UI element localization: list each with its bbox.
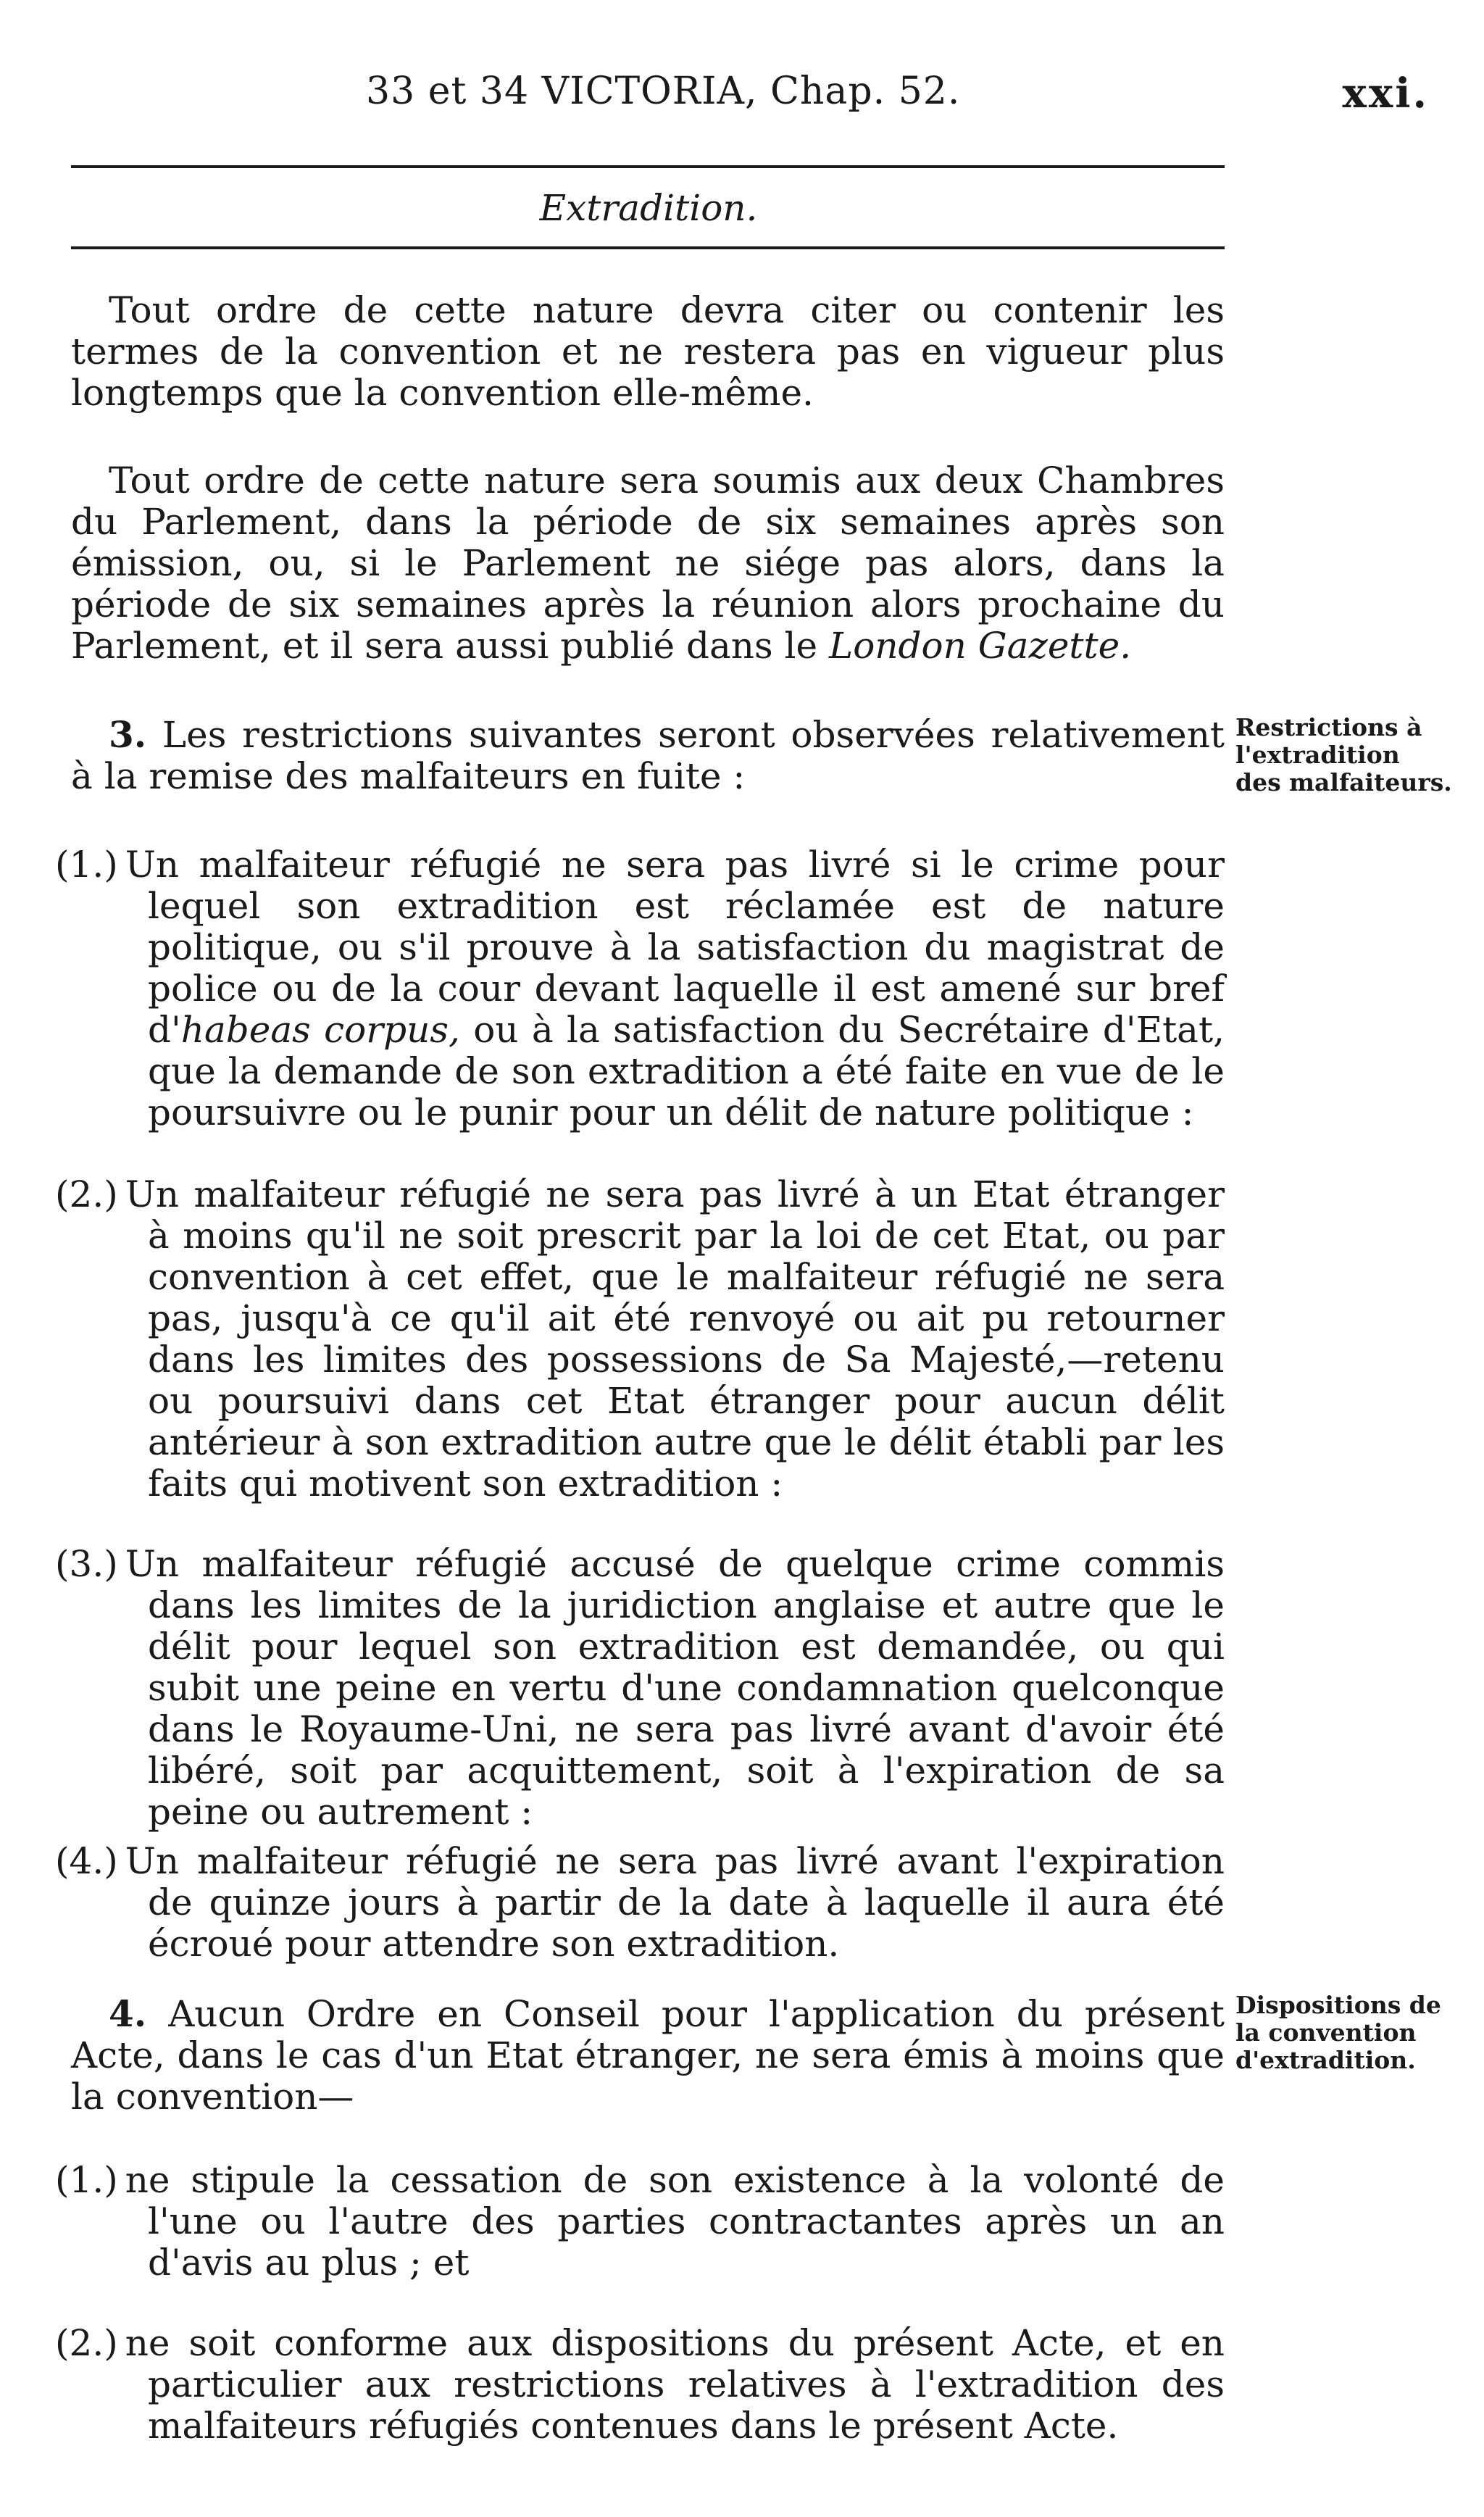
section-3-item-1: [55, 844, 1225, 1133]
item-text: ne soit conforme aux dispositions du présent Acte, et en particulier aux restrictions relatives à l'extradition des malfaiteurs réfugiés contenues dans le présent Acte.: [125, 2322, 1225, 2447]
section-number: 4.: [109, 1992, 147, 2035]
item-label: (1.): [55, 844, 118, 886]
section-title: Extradition.: [539, 187, 758, 229]
item-text: Un malfaiteur réfugié ne sera pas livré à un Etat étranger à moins qu'il ne soit prescrit par la loi de cet Etat, ou par convention à cet effet, que le malfaiteur réfugié ne sera pas, jusqu'à ce qu'il ait été renvoyé ou ait pu retourner dans les limites des possessions de Sa Majesté,—retenu ou poursuivi dans cet Etat étranger pour aucun délit antérieur à son extradition autre que le délit établi par les faits qui motivent son extradition :: [125, 1173, 1225, 1505]
item-label: (2.): [55, 1173, 118, 1215]
section-3-item-3: [55, 1543, 1225, 1833]
section-3-item-2: [55, 1173, 1225, 1505]
margin-note-restrictions: Restrictions à l'extradition des malfaiteurs.: [1235, 713, 1452, 796]
running-title: 33 et 34 VICTORIA, Chap. 52.: [366, 70, 961, 113]
item-text: ou à la satisfaction du Secrétaire d'Etat, que la demande de son extradition a été faite en vue de le poursuivre ou le punir pour un délit de nature politique :: [148, 1009, 1225, 1133]
item-label: (1.): [55, 2159, 118, 2201]
running-head: [0, 70, 1484, 120]
item-text: Un malfaiteur réfugié accusé de quelque crime commis dans les limites de la juridiction anglaise et autre que le délit pour lequel son extradition est demandée, ou qui subit une peine en vertu d'une condamnation quelconque dans le Royaume-Uni, ne sera pas livré avant d'avoir été libéré, soit par acquittement, soit à l'expiration de sa peine ou autrement :: [125, 1543, 1225, 1833]
section-number: 3.: [109, 713, 147, 756]
section-3-item-4: [55, 1840, 1225, 1965]
page-number: xxi.: [1342, 70, 1429, 117]
item-label: (2.): [55, 2322, 118, 2364]
item-label: (4.): [55, 1840, 118, 1882]
paragraph-text: Tout ordre de cette nature sera soumis aux deux Chambres du Parlement, dans la période de six semaines après son émission, ou, si le Parlement ne siége pas alors, dans la période de six semaines après la réunion alors prochaine du Parlement, et il sera aussi publié dans le: [71, 459, 1225, 667]
section-4-item-1: [55, 2159, 1225, 2284]
item-text: Un malfaiteur réfugié ne sera pas livré si le crime pour lequel son extradition est réclamée est de nature politique, ou s'il prouve à la satisfaction du magistrat de police ou de la cour devant laquelle il est amené sur bref d': [125, 844, 1225, 1051]
section-text: Les restrictions suivantes seront observées relativement à la remise des malfaiteurs en fuite :: [71, 714, 1225, 797]
bottom-rule: [71, 246, 1225, 249]
margin-note-dispositions: Dispositions de la convention d'extradition.: [1235, 1991, 1441, 2074]
item-label: (3.): [55, 1543, 118, 1585]
section-4-intro: [71, 1993, 1225, 2118]
paragraph-text: Tout ordre de cette nature devra citer ou contenir les termes de la convention et ne restera pas en vigueur plus longtemps que la convention elle-même.: [71, 289, 1225, 414]
item-text: ne stipule la cessation de son existence à la volonté de l'une ou l'autre des parties contractantes après un an d'avis au plus ; et: [125, 2159, 1225, 2284]
item-text: Un malfaiteur réfugié ne sera pas livré avant l'expiration de quinze jours à partir de la date à laquelle il aura été écroué pour attendre son extradition.: [125, 1840, 1225, 1965]
section-3-intro: [71, 714, 1225, 797]
section-4-item-2: [55, 2322, 1225, 2447]
paragraph-order-terms: [71, 290, 1225, 414]
top-rule: [71, 165, 1225, 168]
section-text: Aucun Ordre en Conseil pour l'application du présent Acte, dans le cas d'un Etat étranger, ne sera émis à moins que la convention—: [71, 1993, 1225, 2118]
item-italic: habeas corpus,: [180, 1009, 460, 1051]
gazette-title: London Gazette.: [829, 625, 1132, 667]
paragraph-parliament: [71, 460, 1225, 667]
